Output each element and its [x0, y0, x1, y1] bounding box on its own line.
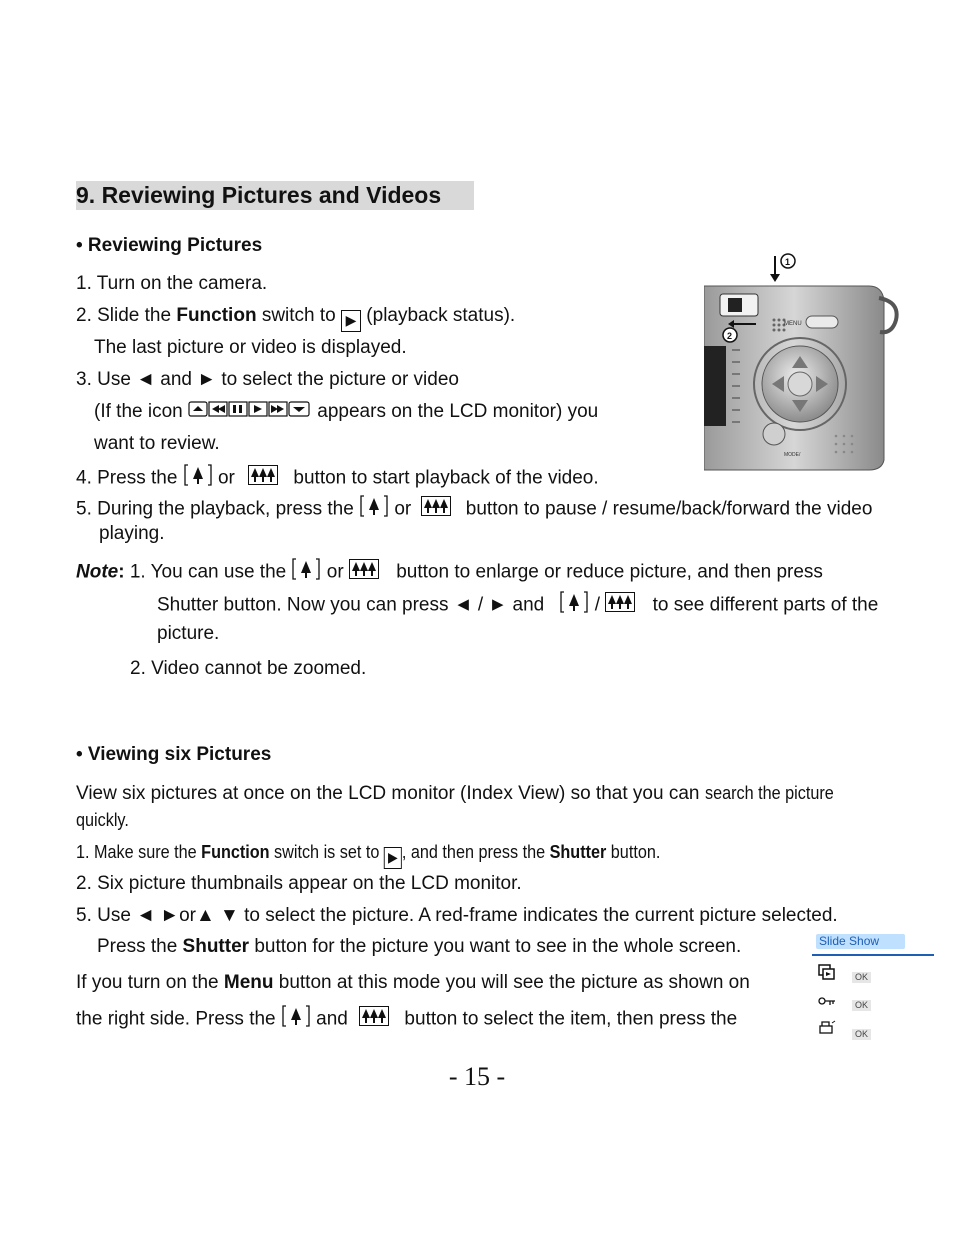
zoom-out-icon — [359, 1006, 389, 1033]
note-text: to see different parts of the — [647, 594, 879, 616]
step-3-detail-2: want to review. — [94, 433, 220, 454]
video-control-icons — [188, 400, 312, 424]
note-text: / — [589, 594, 606, 616]
note-colon: : — [118, 561, 125, 583]
step-3: 3. Use ◄ and ► to select the picture or video — [76, 369, 459, 390]
step-5-text: or — [389, 498, 417, 520]
shutter-label: Shutter — [182, 936, 250, 957]
six-step-1 — [76, 840, 660, 869]
six-step-2: 2. Six picture thumbnails appear on the LCD monitor. — [76, 873, 522, 894]
step-5 — [76, 494, 872, 525]
step-2-text: (playback status). — [361, 305, 516, 326]
six-menu-line — [76, 971, 750, 995]
zoom-in-icon — [183, 463, 213, 494]
step-5-text: 5. During the playback, press the — [76, 498, 360, 520]
function-label: Function — [201, 842, 270, 862]
six-menu-line-2 — [76, 1004, 737, 1035]
ok-badge: OK — [852, 972, 871, 983]
six-menu-text: button at this mode you will see the picture as shown on — [273, 972, 750, 993]
six-intro-2: quickly. — [76, 810, 129, 830]
play-icon: ▶ — [384, 847, 402, 869]
callout-2: 2 — [727, 331, 733, 341]
slideshow-icon — [818, 964, 836, 985]
note-text: Shutter button. Now you can press ◄ / ► and — [157, 594, 550, 616]
zoom-out-icon — [421, 496, 451, 523]
section-heading — [76, 181, 474, 210]
note-label: Note — [76, 561, 119, 583]
step-2 — [76, 304, 515, 332]
subheading-reviewing: • Reviewing Pictures — [76, 235, 263, 256]
note-text: or — [321, 561, 349, 583]
ok-badge: OK — [852, 1029, 871, 1040]
six-intro — [76, 781, 848, 806]
six-step-text: Press the — [97, 936, 183, 957]
step-5-detail: playing. — [99, 523, 165, 544]
note-2: 2. Video cannot be zoomed. — [130, 658, 367, 679]
ok-badge: OK — [852, 1000, 871, 1011]
play-icon: ▶ — [341, 310, 361, 332]
camera-illustration — [704, 250, 904, 472]
six-step-3-detail — [97, 935, 741, 959]
protect-key-icon — [818, 994, 836, 1012]
note-text: 1. You can use the — [124, 561, 292, 583]
zoom-out-icon — [605, 592, 635, 619]
zoom-in-icon — [291, 557, 321, 588]
six-step-1-text: button. — [606, 842, 661, 862]
section-heading-text: 9. Reviewing Pictures and Videos — [76, 182, 442, 208]
menu-divider — [812, 954, 934, 956]
subheading-viewing: • Viewing six Pictures — [76, 744, 272, 765]
note-1-line-2 — [157, 590, 878, 621]
shutter-label: Shutter — [549, 842, 607, 862]
slide-show-title: Slide Show — [816, 934, 905, 949]
six-step-1-text: 1. Make sure the — [76, 842, 202, 862]
note-1 — [76, 557, 823, 588]
zoom-in-icon — [359, 494, 389, 525]
zoom-in-icon — [559, 590, 589, 621]
page-number: - 15 - — [448, 1062, 506, 1091]
six-menu-text: button to select the item, then press the — [399, 1008, 738, 1030]
step-1: 1. Turn on the camera. — [76, 273, 268, 294]
camera-menu-label: MENU — [784, 321, 802, 327]
zoom-out-icon — [349, 559, 379, 586]
callout-1: 1 — [785, 257, 791, 267]
print-icon — [818, 1020, 836, 1041]
step-3-detail — [94, 400, 598, 424]
six-menu-text: the right side. Press the — [76, 1008, 281, 1030]
note-1-line-3: picture. — [157, 623, 220, 644]
six-step-text: button for the picture you want to see in the whole screen. — [249, 936, 742, 957]
step-3-text: (If the icon — [94, 401, 188, 423]
zoom-in-icon — [281, 1004, 311, 1035]
step-4 — [76, 463, 599, 494]
six-step-1-text: , and then press the — [401, 842, 550, 862]
camera-mode-label: MODE/ — [784, 452, 801, 458]
zoom-out-icon — [248, 465, 278, 492]
function-label: Function — [176, 305, 257, 326]
six-intro-text: search the picture — [704, 783, 834, 803]
step-3-text: appears on the LCD monitor) you — [312, 401, 599, 423]
step-4-text: button to start playback of the video. — [288, 467, 599, 489]
six-menu-text: If you turn on the — [76, 972, 224, 993]
six-menu-text: and — [310, 1008, 354, 1030]
six-step-3: 5. Use ◄ ►or▲ ▼ to select the picture. A red-frame indicates the current picture selected. — [76, 905, 838, 926]
step-2-detail: The last picture or video is displayed. — [94, 337, 407, 358]
step-2-text: 2. Slide the — [76, 305, 177, 326]
step-2-text: switch to — [256, 305, 342, 326]
six-intro-text: View six pictures at once on the LCD monitor (Index View) so that you can — [76, 783, 705, 804]
six-step-1-text: switch is set to — [269, 842, 384, 862]
step-4-text: 4. Press the — [76, 467, 183, 489]
slide-show-menu — [812, 934, 934, 1044]
note-text: button to enlarge or reduce picture, and then press — [390, 561, 823, 583]
step-4-text: or — [212, 467, 241, 489]
step-5-text: button to pause / resume/back/forward the video — [460, 498, 873, 520]
menu-label: Menu — [223, 972, 274, 993]
